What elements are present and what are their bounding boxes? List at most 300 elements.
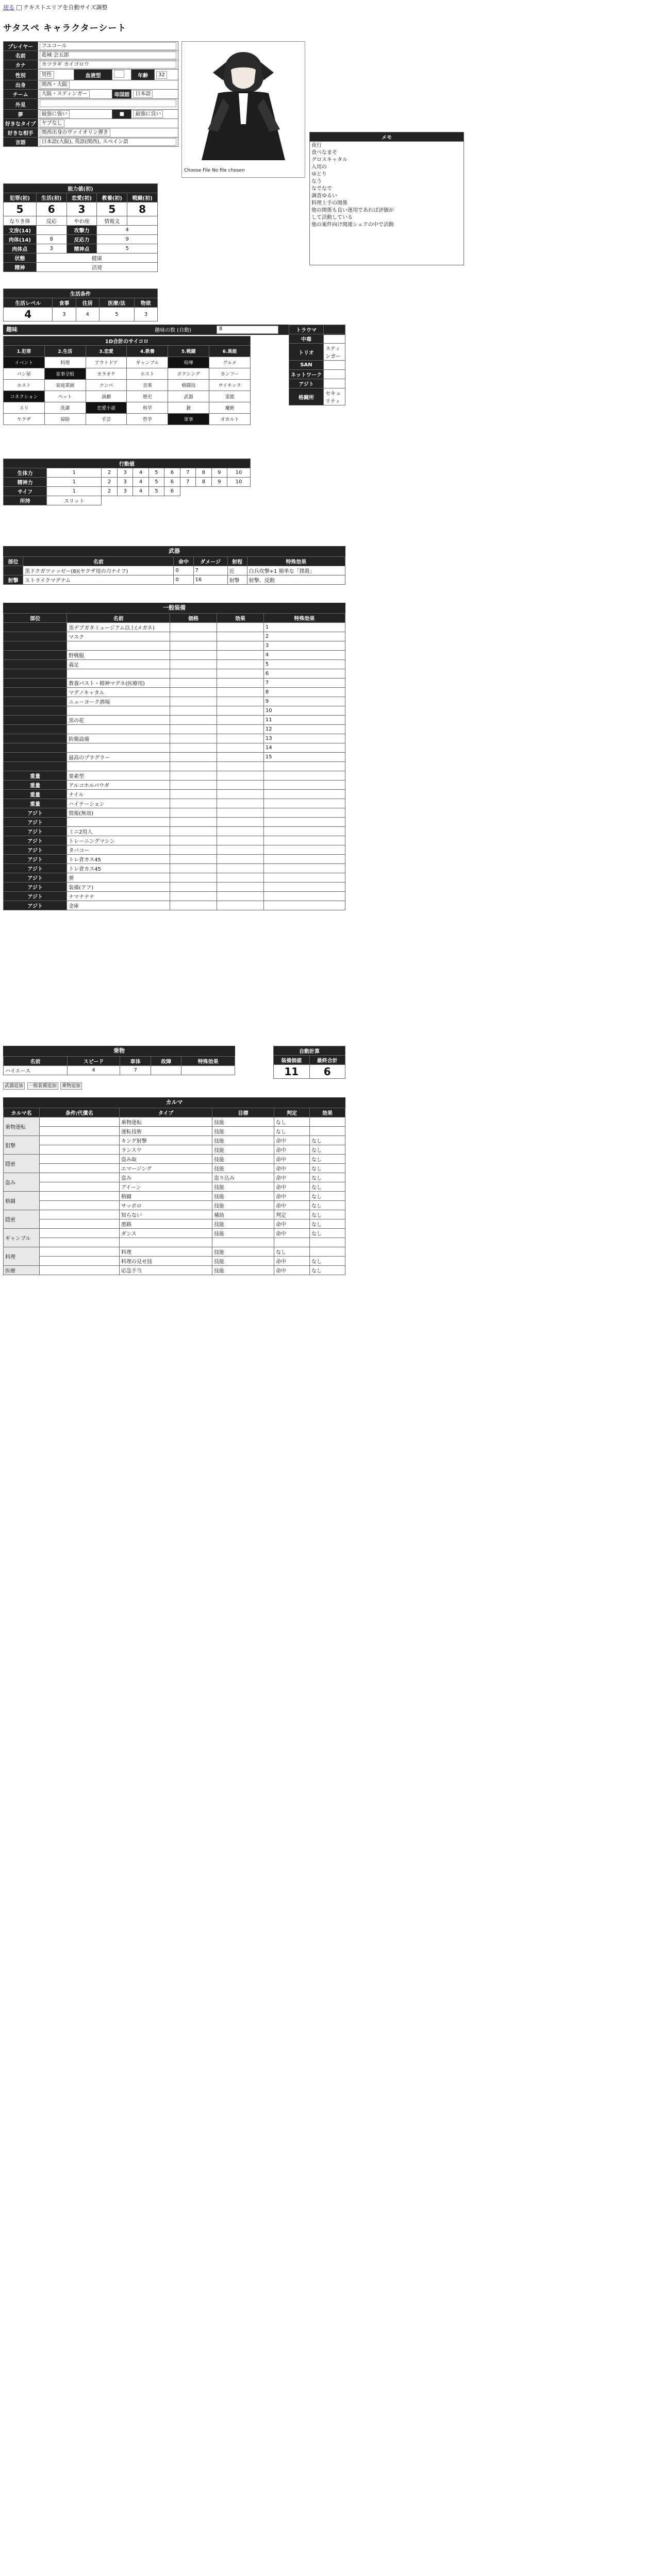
karma-cell[interactable]: 命中: [274, 1164, 310, 1173]
gear-effect[interactable]: [217, 873, 264, 883]
vehicle-break[interactable]: [151, 1066, 181, 1075]
gear-note[interactable]: [263, 892, 345, 901]
gear-price[interactable]: [170, 762, 217, 771]
gear-effect[interactable]: [217, 641, 264, 651]
karma-cell[interactable]: 命中: [274, 1173, 310, 1182]
portrait-file-chooser[interactable]: Choose File No file chosen: [184, 168, 245, 173]
gear-slot[interactable]: 重量: [4, 790, 67, 799]
gear-effect[interactable]: [217, 762, 264, 771]
gear-effect[interactable]: [217, 799, 264, 808]
interest-cell[interactable]: グルメ: [209, 357, 251, 368]
karma-group-name[interactable]: 隠密: [4, 1155, 40, 1173]
gear-slot[interactable]: [4, 632, 67, 641]
vehicle-name[interactable]: ハイエース: [4, 1066, 68, 1075]
gear-effect[interactable]: [217, 836, 264, 845]
interest-cell[interactable]: ペット: [44, 391, 86, 402]
interest-cell[interactable]: 銃: [168, 402, 209, 414]
gear-price[interactable]: [170, 790, 217, 799]
gear-price[interactable]: [170, 808, 217, 818]
action-grid-cell[interactable]: 10: [227, 468, 251, 478]
weapon-range[interactable]: 近: [227, 566, 247, 575]
karma-cell[interactable]: 乗物運転: [119, 1117, 212, 1127]
add-gear-button[interactable]: 一般装備追加: [27, 1082, 58, 1090]
gear-price[interactable]: [170, 716, 217, 725]
karma-cell[interactable]: 技能: [212, 1229, 274, 1238]
karma-cell[interactable]: サッポロ: [119, 1201, 212, 1210]
gear-effect[interactable]: [217, 651, 264, 660]
weapon-slot[interactable]: [4, 566, 23, 575]
gear-name[interactable]: 防衛設備: [67, 734, 170, 743]
karma-cell[interactable]: [40, 1238, 120, 1247]
gear-note[interactable]: 1: [263, 623, 345, 632]
action-grid-cell[interactable]: 2: [102, 487, 117, 496]
name-field[interactable]: 葛城 会五郎: [40, 52, 177, 59]
interest-cell[interactable]: ホスト: [127, 368, 168, 380]
karma-cell[interactable]: [40, 1182, 120, 1192]
weapon-hit[interactable]: 0: [174, 575, 193, 585]
gear-price[interactable]: [170, 725, 217, 734]
gear-note[interactable]: 7: [263, 679, 345, 688]
like-field[interactable]: ヤブなし: [40, 120, 64, 127]
interest-cell[interactable]: 恋愛小説: [86, 402, 127, 414]
karma-cell[interactable]: [212, 1238, 274, 1247]
karma-cell[interactable]: 命中: [274, 1266, 310, 1275]
karma-cell[interactable]: [40, 1155, 120, 1164]
gear-name[interactable]: 情報(無効): [67, 808, 170, 818]
karma-cell[interactable]: 応急手当: [119, 1266, 212, 1275]
interest-cell[interactable]: 科学: [127, 402, 168, 414]
action-grid-cell[interactable]: 3: [117, 487, 133, 496]
gear-slot[interactable]: アジト: [4, 883, 67, 892]
karma-cell[interactable]: なし: [309, 1164, 345, 1173]
karma-cell[interactable]: 補助: [212, 1210, 274, 1219]
karma-cell[interactable]: なし: [309, 1210, 345, 1219]
gear-note[interactable]: [263, 827, 345, 836]
portrait-frame[interactable]: [181, 41, 305, 178]
gear-effect[interactable]: [217, 716, 264, 725]
gear-price[interactable]: [170, 669, 217, 679]
misc-value[interactable]: 4: [97, 226, 158, 235]
action-grid-cell[interactable]: 10: [227, 478, 251, 487]
weapon-range[interactable]: 射撃: [227, 575, 247, 585]
gear-slot[interactable]: [4, 641, 67, 651]
gear-name[interactable]: 野戦服: [67, 651, 170, 660]
gear-effect[interactable]: [217, 818, 264, 827]
karma-group-name[interactable]: 狙撃: [4, 1136, 40, 1155]
interest-cell[interactable]: 霊能: [209, 391, 251, 402]
gear-name[interactable]: 最高のプラグラー: [67, 753, 170, 762]
karma-cell[interactable]: なし: [309, 1266, 345, 1275]
karma-group-name[interactable]: 医療: [4, 1266, 40, 1275]
gear-price[interactable]: [170, 632, 217, 641]
gear-slot[interactable]: アジト: [4, 818, 67, 827]
karma-cell[interactable]: なし: [309, 1192, 345, 1201]
interest-cell[interactable]: 家庭菜園: [44, 380, 86, 391]
ability-value[interactable]: 5: [97, 202, 127, 216]
gear-slot[interactable]: アジト: [4, 873, 67, 883]
karma-cell[interactable]: 命中: [274, 1145, 310, 1155]
hate-field[interactable]: 関西出身のヴァイオリン弾き: [40, 129, 111, 137]
interest-dice-field[interactable]: 8: [217, 326, 278, 334]
karma-cell[interactable]: アイーン: [119, 1182, 212, 1192]
gear-note[interactable]: [263, 762, 345, 771]
karma-cell[interactable]: 盗み取: [119, 1155, 212, 1164]
gear-slot[interactable]: [4, 679, 67, 688]
weapon-effect[interactable]: 射撃、反動: [247, 575, 345, 585]
ability-value[interactable]: 5: [4, 202, 37, 216]
gear-note[interactable]: [263, 873, 345, 883]
gear-name[interactable]: アルコホルパウダ: [67, 781, 170, 790]
karma-cell[interactable]: 技能: [212, 1219, 274, 1229]
gear-slot[interactable]: アジト: [4, 855, 67, 864]
interest-cell[interactable]: 軍事: [168, 414, 209, 425]
karma-cell[interactable]: 悪路: [119, 1219, 212, 1229]
gear-note[interactable]: [263, 771, 345, 781]
vehicle-speed[interactable]: 4: [67, 1066, 120, 1075]
life-level-value[interactable]: 4: [4, 308, 53, 321]
action-grid-cell[interactable]: 4: [133, 478, 148, 487]
gear-name[interactable]: [67, 743, 170, 753]
add-weapon-button[interactable]: 武器追加: [3, 1082, 25, 1090]
gear-note[interactable]: 6: [263, 669, 345, 679]
gear-name[interactable]: 装備(アフ): [67, 883, 170, 892]
side-value[interactable]: セキュリティ: [324, 388, 345, 405]
gear-note[interactable]: 9: [263, 697, 345, 706]
karma-cell[interactable]: 技能: [212, 1192, 274, 1201]
interest-cell[interactable]: 演劇: [86, 391, 127, 402]
weapon-hit[interactable]: 0: [174, 566, 193, 575]
gear-price[interactable]: [170, 688, 217, 697]
gear-effect[interactable]: [217, 734, 264, 743]
karma-cell[interactable]: ダンス: [119, 1229, 212, 1238]
interest-cell[interactable]: ホスト: [4, 380, 45, 391]
gear-price[interactable]: [170, 734, 217, 743]
gear-note[interactable]: 2: [263, 632, 345, 641]
gear-price[interactable]: [170, 892, 217, 901]
karma-cell[interactable]: [309, 1238, 345, 1247]
karma-cell[interactable]: なし: [274, 1127, 310, 1136]
life-sub-value[interactable]: 5: [99, 308, 134, 321]
gear-slot[interactable]: アジト: [4, 892, 67, 901]
interest-cell[interactable]: 洗濯: [44, 402, 86, 414]
gear-slot[interactable]: アジト: [4, 808, 67, 818]
interest-cell[interactable]: 歴史: [127, 391, 168, 402]
ability-value[interactable]: 6: [36, 202, 67, 216]
karma-cell[interactable]: なし: [309, 1201, 345, 1210]
gear-name[interactable]: [67, 641, 170, 651]
gear-price[interactable]: [170, 660, 217, 669]
gear-note[interactable]: 8: [263, 688, 345, 697]
karma-cell[interactable]: [40, 1229, 120, 1238]
karma-cell[interactable]: [119, 1238, 212, 1247]
karma-cell[interactable]: 運転技術: [119, 1127, 212, 1136]
gear-effect[interactable]: [217, 660, 264, 669]
gear-note[interactable]: [263, 808, 345, 818]
gear-note[interactable]: [263, 790, 345, 799]
karma-cell[interactable]: なし: [309, 1145, 345, 1155]
gear-effect[interactable]: [217, 725, 264, 734]
karma-group-name[interactable]: 料理: [4, 1247, 40, 1266]
karma-cell[interactable]: 命中: [274, 1136, 310, 1145]
gear-slot[interactable]: アジト: [4, 836, 67, 845]
gear-note[interactable]: 5: [263, 660, 345, 669]
side-value[interactable]: [324, 334, 345, 344]
gear-effect[interactable]: [217, 901, 264, 910]
interest-cell[interactable]: 掃除: [44, 414, 86, 425]
action-grid-cell[interactable]: 3: [117, 478, 133, 487]
karma-cell[interactable]: 技能: [212, 1247, 274, 1257]
gear-effect[interactable]: [217, 827, 264, 836]
karma-group-name[interactable]: 盗み: [4, 1173, 40, 1192]
gear-price[interactable]: [170, 743, 217, 753]
karma-cell[interactable]: [40, 1136, 120, 1145]
misc-value[interactable]: 3: [36, 244, 67, 253]
gear-slot[interactable]: [4, 651, 67, 660]
gear-effect[interactable]: [217, 743, 264, 753]
action-grid-cell[interactable]: 9: [211, 468, 227, 478]
gear-price[interactable]: [170, 845, 217, 855]
gear-note[interactable]: 11: [263, 716, 345, 725]
karma-cell[interactable]: [309, 1117, 345, 1127]
gear-price[interactable]: [170, 651, 217, 660]
karma-cell[interactable]: なし: [309, 1257, 345, 1266]
gear-effect[interactable]: [217, 623, 264, 632]
interest-cell[interactable]: ナンパ: [86, 380, 127, 391]
gear-price[interactable]: [170, 753, 217, 762]
gear-price[interactable]: [170, 873, 217, 883]
gear-name[interactable]: ナイル: [67, 790, 170, 799]
gear-note[interactable]: 12: [263, 725, 345, 734]
karma-cell[interactable]: [40, 1192, 120, 1201]
gear-name[interactable]: 金庫: [67, 901, 170, 910]
action-grid-cell[interactable]: 1: [47, 468, 102, 478]
kana-field[interactable]: カツラギ カイゴロウ: [40, 61, 177, 69]
gear-price[interactable]: [170, 864, 217, 873]
gear-name[interactable]: マスク: [67, 632, 170, 641]
side-value[interactable]: [324, 370, 345, 379]
misc-value[interactable]: 5: [97, 244, 158, 253]
gear-effect[interactable]: [217, 864, 264, 873]
karma-cell[interactable]: 技能: [212, 1155, 274, 1164]
karma-cell[interactable]: なし: [274, 1117, 310, 1127]
weapon-name[interactable]: ストライクマグナム: [23, 575, 174, 585]
gear-slot[interactable]: [4, 706, 67, 716]
gear-name[interactable]: 黒の花: [67, 716, 170, 725]
gear-name[interactable]: トレ倉カス45: [67, 855, 170, 864]
karma-cell[interactable]: 技能: [212, 1182, 274, 1192]
gear-note[interactable]: 14: [263, 743, 345, 753]
gear-effect[interactable]: [217, 845, 264, 855]
karma-cell[interactable]: [40, 1247, 120, 1257]
action-grid-cell[interactable]: 6: [164, 468, 180, 478]
weapon-slot[interactable]: 射撃: [4, 575, 23, 585]
gear-slot[interactable]: [4, 734, 67, 743]
gear-note[interactable]: 15: [263, 753, 345, 762]
weapon-dmg[interactable]: 7: [193, 566, 227, 575]
interest-cell[interactable]: 格闘技: [168, 380, 209, 391]
gear-slot[interactable]: [4, 725, 67, 734]
action-grid-cell[interactable]: 7: [180, 468, 195, 478]
interest-cell[interactable]: カラオケ: [86, 368, 127, 380]
gear-effect[interactable]: [217, 669, 264, 679]
karma-cell[interactable]: [40, 1257, 120, 1266]
misc-value[interactable]: [36, 226, 67, 235]
gear-note[interactable]: 3: [263, 641, 345, 651]
side-value[interactable]: [324, 325, 345, 334]
player-field[interactable]: フユコール: [40, 42, 177, 50]
gear-name[interactable]: 教養パスト・精神マグネ(医療用): [67, 679, 170, 688]
gear-slot[interactable]: [4, 762, 67, 771]
interest-cell[interactable]: 手芸: [86, 414, 127, 425]
action-grid-cell[interactable]: 2: [102, 478, 117, 487]
add-vehicle-button[interactable]: 乗物追加: [60, 1082, 82, 1090]
interest-cell[interactable]: ギャンブル: [127, 357, 168, 368]
karma-cell[interactable]: 命中: [274, 1201, 310, 1210]
karma-cell[interactable]: なし: [309, 1182, 345, 1192]
gear-price[interactable]: [170, 836, 217, 845]
ability-value[interactable]: 8: [127, 202, 158, 216]
gear-note[interactable]: 4: [263, 651, 345, 660]
action-grid-cell[interactable]: 6: [164, 478, 180, 487]
karma-cell[interactable]: 技能: [212, 1266, 274, 1275]
sex-field[interactable]: 男性: [40, 71, 54, 79]
interest-cell[interactable]: アウトドア: [86, 357, 127, 368]
karma-group-name[interactable]: 乗物運転: [4, 1117, 40, 1136]
interest-cell[interactable]: 音楽: [127, 380, 168, 391]
native-field[interactable]: 日本語: [133, 90, 153, 98]
action-grid-cell[interactable]: 4: [133, 487, 148, 496]
weapon-dmg[interactable]: 16: [193, 575, 227, 585]
karma-cell[interactable]: キング射撃: [119, 1136, 212, 1145]
karma-cell[interactable]: 技能: [212, 1136, 274, 1145]
gear-effect[interactable]: [217, 753, 264, 762]
karma-group-name[interactable]: ギャンブル: [4, 1229, 40, 1247]
gear-price[interactable]: [170, 641, 217, 651]
karma-cell[interactable]: [40, 1201, 120, 1210]
gear-note[interactable]: [263, 818, 345, 827]
gear-note[interactable]: 13: [263, 734, 345, 743]
karma-cell[interactable]: 技能: [212, 1117, 274, 1127]
vehicle-effect[interactable]: [181, 1066, 235, 1075]
gear-name[interactable]: ナマナナナ: [67, 892, 170, 901]
gear-effect[interactable]: [217, 679, 264, 688]
gear-note[interactable]: [263, 836, 345, 845]
gear-effect[interactable]: [217, 771, 264, 781]
gear-slot[interactable]: [4, 716, 67, 725]
karma-cell[interactable]: 盗み: [119, 1173, 212, 1182]
interest-cell[interactable]: ヤクザ: [4, 414, 45, 425]
karma-cell[interactable]: [309, 1247, 345, 1257]
karma-cell[interactable]: 命中: [274, 1229, 310, 1238]
gear-name[interactable]: トレ倉カス45: [67, 864, 170, 873]
gear-price[interactable]: [170, 623, 217, 632]
gear-slot[interactable]: 重量: [4, 771, 67, 781]
interest-cell[interactable]: イベント: [4, 357, 45, 368]
gear-price[interactable]: [170, 781, 217, 790]
gear-price[interactable]: [170, 679, 217, 688]
karma-cell[interactable]: 格闘: [119, 1192, 212, 1201]
gear-name[interactable]: ハイテーション: [67, 799, 170, 808]
gear-slot[interactable]: [4, 753, 67, 762]
weapon-name[interactable]: 黒ドクガツァッゼー(8)(ヤクザ用の刀ナイフ): [23, 566, 174, 575]
action-grid-cell[interactable]: 5: [148, 468, 164, 478]
karma-cell[interactable]: [40, 1164, 120, 1173]
karma-cell[interactable]: なし: [309, 1173, 345, 1182]
hope-field-b[interactable]: 最強に良い: [133, 110, 163, 118]
gear-slot[interactable]: [4, 697, 67, 706]
gear-price[interactable]: [170, 697, 217, 706]
gear-name[interactable]: 義足: [67, 660, 170, 669]
gear-slot[interactable]: 重量: [4, 799, 67, 808]
gear-price[interactable]: [170, 901, 217, 910]
karma-cell[interactable]: [40, 1219, 120, 1229]
karma-cell[interactable]: [40, 1173, 120, 1182]
action-grid-cell[interactable]: 1: [47, 478, 102, 487]
karma-cell[interactable]: 技能: [212, 1201, 274, 1210]
gear-note[interactable]: [263, 799, 345, 808]
birthplace-field[interactable]: 関西・大阪: [40, 81, 70, 89]
interest-cell[interactable]: 哲学: [127, 414, 168, 425]
karma-cell[interactable]: 技能: [212, 1164, 274, 1173]
side-value[interactable]: [324, 379, 345, 388]
karma-cell[interactable]: [309, 1127, 345, 1136]
karma-cell[interactable]: [274, 1238, 310, 1247]
gear-slot[interactable]: アジト: [4, 901, 67, 910]
interest-cell[interactable]: パン屋: [4, 368, 45, 380]
action-grid-cell[interactable]: 8: [196, 478, 211, 487]
gear-note[interactable]: [263, 845, 345, 855]
karma-cell[interactable]: なし: [309, 1136, 345, 1145]
ability-value[interactable]: 3: [67, 202, 97, 216]
gear-name[interactable]: ミニ2用人: [67, 827, 170, 836]
karma-cell[interactable]: 盗り込み: [212, 1173, 274, 1182]
weapon-effect[interactable]: 白兵攻撃+1 簡単な「撲殺」: [247, 566, 345, 575]
gear-price[interactable]: [170, 827, 217, 836]
action-grid-cell[interactable]: 2: [102, 468, 117, 478]
gear-price[interactable]: [170, 799, 217, 808]
interest-cell[interactable]: カンフー: [209, 368, 251, 380]
interest-cell[interactable]: 武器: [168, 391, 209, 402]
karma-cell[interactable]: なし: [309, 1155, 345, 1164]
gear-name[interactable]: 弾: [67, 873, 170, 883]
blood-field[interactable]: [114, 70, 124, 78]
look-field[interactable]: [40, 99, 177, 107]
gear-name[interactable]: [67, 725, 170, 734]
karma-cell[interactable]: 命中: [274, 1182, 310, 1192]
hope-field-a[interactable]: 最強に強い: [40, 110, 70, 118]
interest-cell[interactable]: 喧嘩: [168, 357, 209, 368]
action-grid-cell[interactable]: スリット: [47, 496, 102, 505]
karma-cell[interactable]: 命中: [274, 1155, 310, 1164]
gear-slot[interactable]: [4, 743, 67, 753]
gear-effect[interactable]: [217, 697, 264, 706]
action-grid-cell[interactable]: 3: [117, 468, 133, 478]
action-grid-cell[interactable]: 1: [47, 487, 102, 496]
gear-name[interactable]: タバコー: [67, 845, 170, 855]
karma-cell[interactable]: 技能: [212, 1145, 274, 1155]
status-value[interactable]: 健康: [36, 253, 157, 263]
status-value[interactable]: 活発: [36, 263, 157, 272]
karma-cell[interactable]: なし: [309, 1219, 345, 1229]
karma-cell[interactable]: 知らない: [119, 1210, 212, 1219]
gear-effect[interactable]: [217, 855, 264, 864]
gear-slot[interactable]: アジト: [4, 827, 67, 836]
gear-price[interactable]: [170, 855, 217, 864]
gear-effect[interactable]: [217, 781, 264, 790]
home-link[interactable]: 戻る: [3, 4, 14, 11]
karma-cell[interactable]: [40, 1266, 120, 1275]
memo-textarea[interactable]: [310, 142, 464, 265]
